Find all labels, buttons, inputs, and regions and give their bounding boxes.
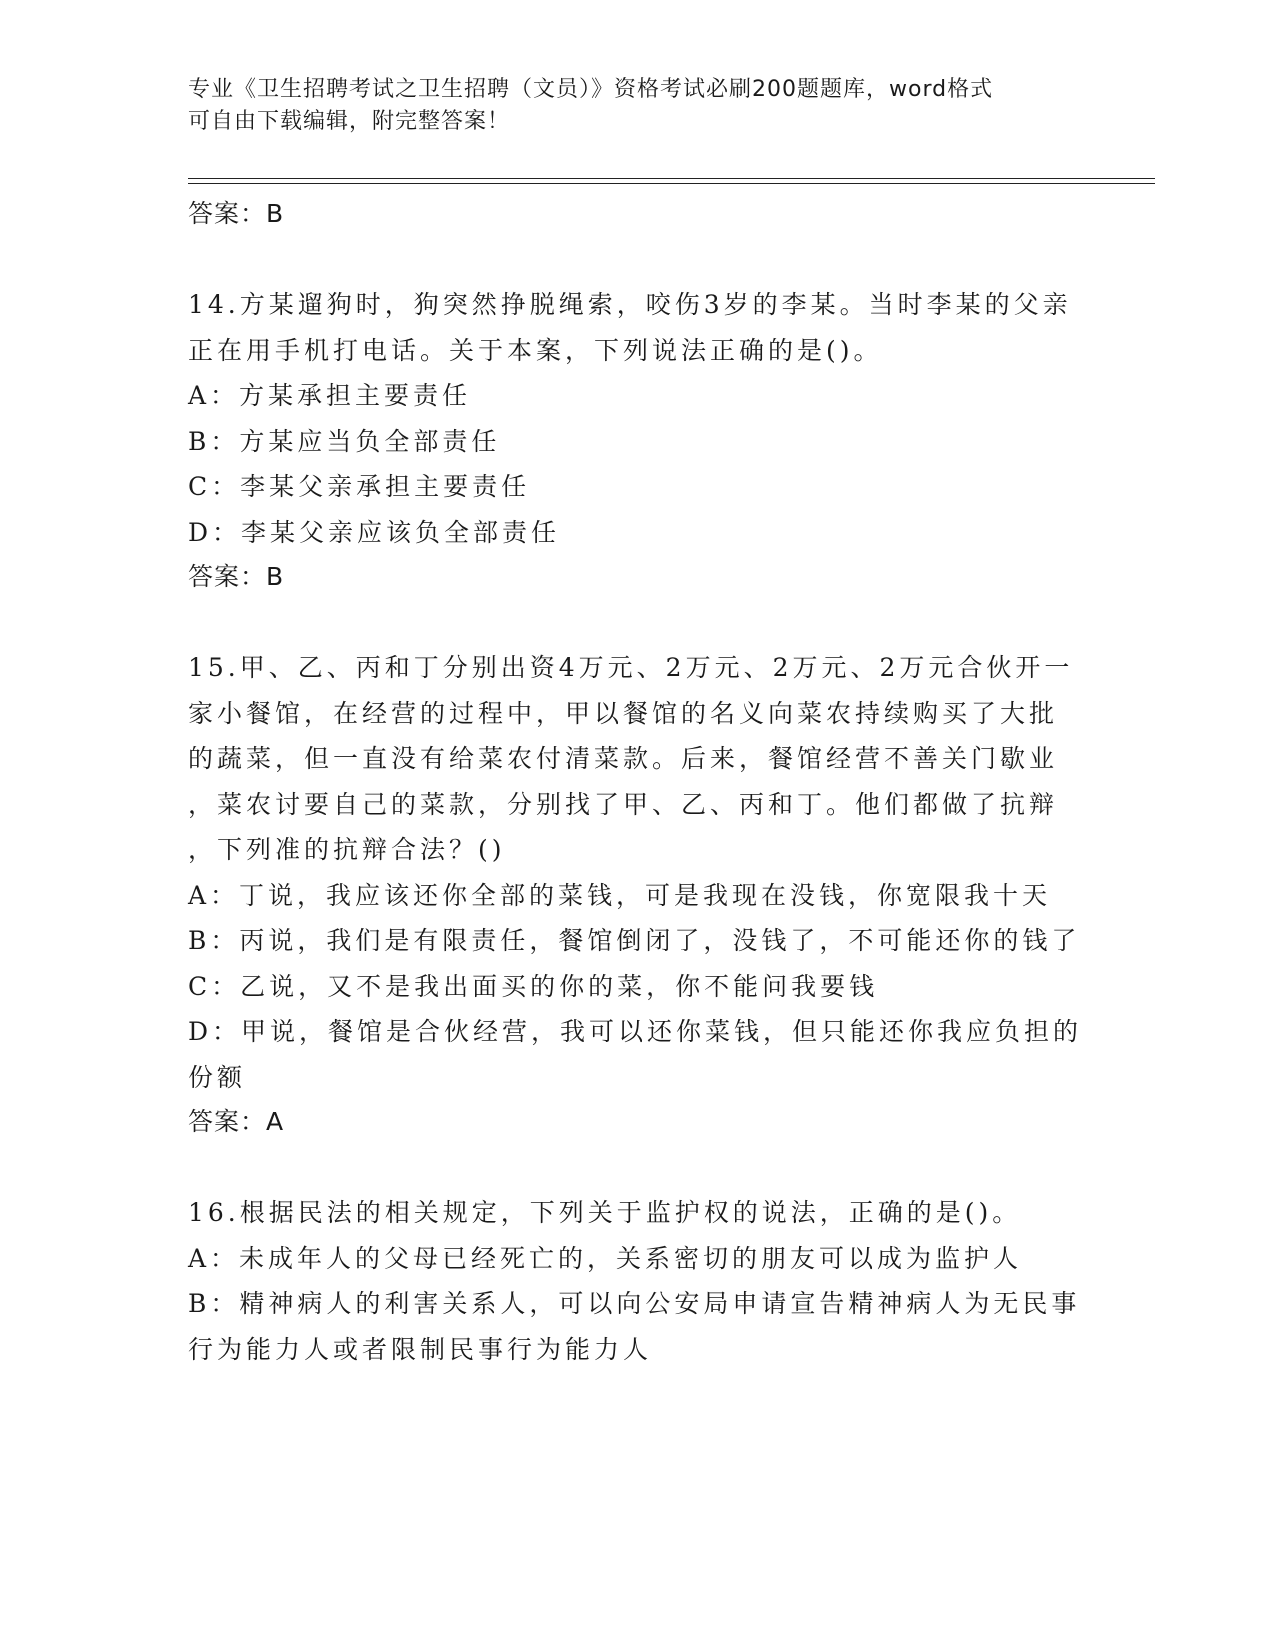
option-c: C：乙说，又不是我出面买的你的菜，你不能问我要钱 (188, 971, 879, 1001)
spacer (188, 599, 1088, 645)
question-text-line: ，下列准的抗辩合法？() (188, 835, 506, 864)
question-text-line: ，菜农讨要自己的菜款，分别找了甲、乙、丙和丁。他们都做了抗辩 (188, 789, 1059, 819)
option-c: C：李某父亲承担主要责任 (188, 472, 531, 501)
option-b-continued: 行为能力人或者限制民事行为能力人 (188, 1334, 653, 1364)
question-text-line: 家小餐馆，在经营的过程中，甲以餐馆的名义向菜农持续购买了大批 (188, 698, 1059, 728)
document-body (188, 192, 1088, 1372)
option-a: A：方某承担主要责任 (188, 381, 472, 410)
option-b: B：方某应当负全部责任 (188, 426, 501, 456)
option-a: A：未成年人的父母已经死亡的，关系密切的朋友可以成为监护人 (188, 1243, 1023, 1273)
question-text-line: 正在用手机打电话。关于本案，下列说法正确的是()。 (188, 335, 883, 365)
header-line-1: 专业《卫生招聘考试之卫生招聘（文员）》资格考试必刷200题题库，word格式 (188, 77, 994, 102)
option-d: D：李某父亲应该负全部责任 (188, 517, 561, 547)
option-b: B：丙说，我们是有限责任，餐馆倒闭了，没钱了，不可能还你的钱了 (188, 926, 1081, 955)
option-a: A：丁说，我应该还你全部的菜钱，可是我现在没钱，你宽限我十天 (188, 880, 1052, 910)
document-header (188, 74, 1068, 138)
question-14 (188, 282, 1088, 599)
answer-line: 答案：A (188, 1107, 285, 1136)
spacer (188, 1144, 1088, 1190)
spacer (188, 236, 1088, 282)
header-rule-top (188, 178, 1155, 179)
option-d-continued: 份额 (188, 1062, 247, 1092)
answer-line: 答案：B (188, 562, 285, 591)
option-d: D：甲说，餐馆是合伙经营，我可以还你菜钱，但只能还你我应负担的 (188, 1017, 1083, 1046)
header-rule-bottom (188, 183, 1155, 184)
question-text-line: 的蔬菜，但一直没有给菜农付清菜款。后来，餐馆经营不善关门歇业 (188, 744, 1059, 773)
question-text-line: 16.根据民法的相关规定，下列关于监护权的说法，正确的是()。 (188, 1198, 1022, 1227)
question-text-line: 15.甲、乙、丙和丁分别出资4万元、2万元、2万元、2万元合伙开一 (188, 653, 1074, 682)
option-b: B：精神病人的利害关系人，可以向公安局申请宣告精神病人为无民事 (188, 1289, 1081, 1318)
question-15 (188, 645, 1088, 1144)
header-line-2: 可自由下载编辑，附完整答案！ (188, 109, 511, 134)
question-16 (188, 1190, 1088, 1372)
previous-answer: 答案：B (188, 199, 285, 228)
question-text-line: 14.方某遛狗时，狗突然挣脱绳索，咬伤3岁的李某。当时李某的父亲 (188, 290, 1072, 319)
